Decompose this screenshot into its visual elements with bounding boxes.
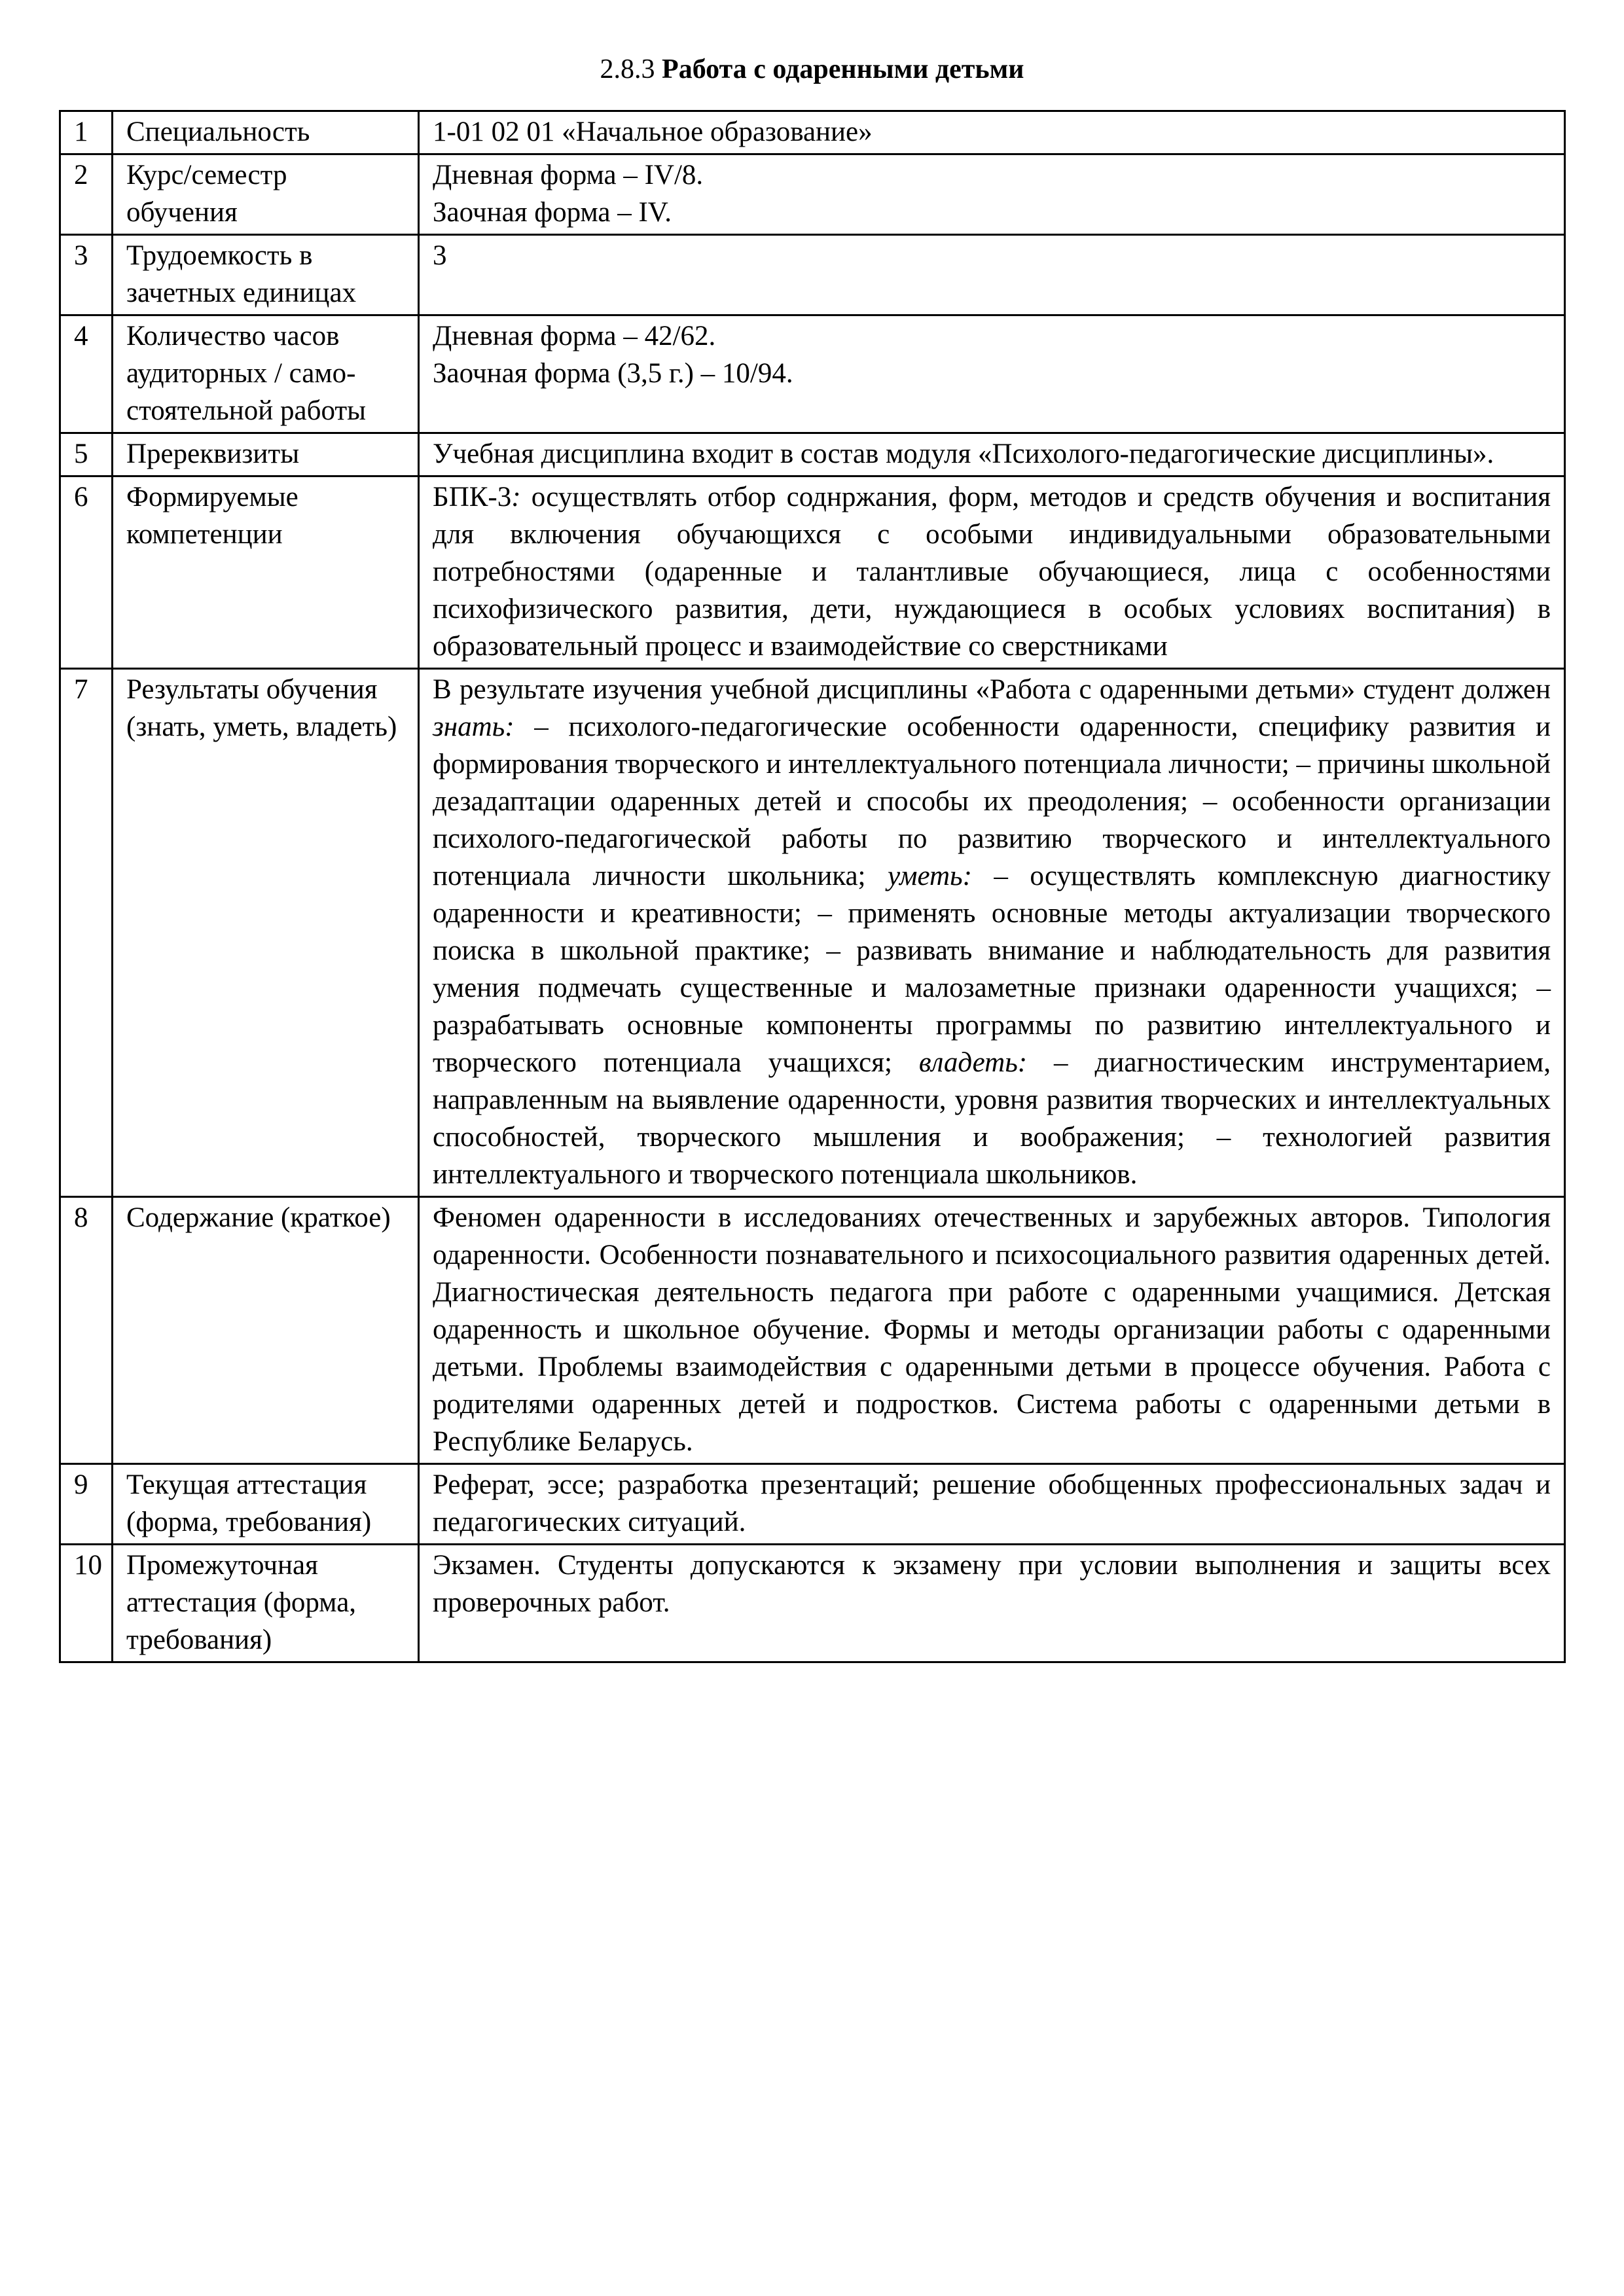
table-row: [60, 111, 1565, 154]
row-number: 2: [60, 154, 113, 235]
own-label: владеть:: [918, 1047, 1028, 1078]
content-line: Дневная форма – IV/8.: [433, 160, 704, 190]
row-number: 9: [60, 1464, 113, 1545]
row-content: Учебная дисциплина входит в состав модуля «Психолого-педагогические дисциплины».: [419, 433, 1565, 476]
table-row: [60, 433, 1565, 476]
table-row: [60, 1197, 1565, 1464]
section-title: Работа с одаренными детьми: [662, 54, 1024, 84]
row-number: 7: [60, 669, 113, 1197]
table-row: [60, 235, 1565, 315]
row-label: Промежуточная аттестация (форма, требования): [113, 1545, 419, 1662]
row-number: 8: [60, 1197, 113, 1464]
row-content: [419, 669, 1565, 1197]
section-number: 2.8.3: [600, 54, 655, 84]
row-number: 5: [60, 433, 113, 476]
row-content: [419, 476, 1565, 669]
row-number: 10: [60, 1545, 113, 1662]
results-intro: В результате изучения учебной дисциплины «Работа с одаренными детьми» студент должен: [433, 674, 1551, 705]
can-text: – осуществлять комплексную диагностику одаренности и креативности; – применять основные методы актуализации творческого поиска в школьной практике; – развивать внимание и наблюдательность для развития умения подмечать существенные и малозаметные признаки одаренности учащихся; – разрабатывать основные компоненты программы по развитию интеллектуального и творческого потенциала учащихся;: [433, 861, 1551, 1078]
own-text: – диагностическим инструментарием, направленным на выявление одаренности, уровня развития творческих и интеллектуальных способностей, творческого мышления и воображения; – технологией развития интеллектуального и творческого потенциала школьников.: [433, 1047, 1551, 1190]
competence-text: осуществлять отбор соднржания, форм, методов и средств обучения и воспитания для включения обучающихся с особыми индивидуальными образовательными потребностями (одаренные и талантливые обучающиеся, лица с особенностями психофизического развития, дети, нуждающиеся в особых условиях воспитания) в образовательный процесс и взаимодействие со сверстниками: [433, 482, 1551, 662]
row-label: Курс/семестр обучения: [113, 154, 419, 235]
row-content: [419, 154, 1565, 235]
row-label: Трудоемкость в зачетных единицах: [113, 235, 419, 315]
know-label: знать:: [433, 711, 514, 742]
row-label: Содержание (краткое): [113, 1197, 419, 1464]
table-row: [60, 1464, 1565, 1545]
row-content: Экзамен. Студенты допускаются к экзамену при условии выполнения и защиты всех проверочных работ.: [419, 1545, 1565, 1662]
row-content: Феномен одаренности в исследованиях отечественных и зарубежных авторов. Типология одаренности. Особенности познавательного и психосоциального развития одаренных детей. Диагностическая деятельность педагога при работе с одаренными учащимися. Детская одаренность и школьное обучение. Формы и методы организации работы с одаренными детьми. Проблемы взаимодействия с одаренными детьми в процессе обучения. Работа с родителями одаренных детей и подростков. Система работы с одаренными детьми в Республике Беларусь.: [419, 1197, 1565, 1464]
competence-colon: :: [511, 482, 521, 512]
table-row: [60, 476, 1565, 669]
syllabus-table: [59, 110, 1566, 1663]
row-number: 3: [60, 235, 113, 315]
table-row: [60, 315, 1565, 433]
content-line: Дневная форма – 42/62.: [433, 321, 716, 351]
row-content: 3: [419, 235, 1565, 315]
row-label: Результаты обучения (знать, уметь, владеть): [113, 669, 419, 1197]
competence-code: БПК-3: [433, 482, 512, 512]
row-content: Реферат, эссе; разработка презентаций; решение обобщенных профессиональных задач и педагогических ситуаций.: [419, 1464, 1565, 1545]
page-title: [0, 51, 1624, 88]
content-line: Заочная форма – IV.: [433, 197, 672, 228]
row-number: 6: [60, 476, 113, 669]
row-label: Специальность: [113, 111, 419, 154]
row-label: Количество часов аудиторных / само-стоятельной работы: [113, 315, 419, 433]
row-number: 1: [60, 111, 113, 154]
table-row: [60, 1545, 1565, 1662]
row-label: Пререквизиты: [113, 433, 419, 476]
table-row: [60, 669, 1565, 1197]
row-content: 1-01 02 01 «Начальное образование»: [419, 111, 1565, 154]
row-label: Формируемые компетенции: [113, 476, 419, 669]
can-label: уметь:: [888, 861, 972, 891]
content-line: Заочная форма (3,5 г.) – 10/94.: [433, 358, 793, 389]
know-text: – психолого-педагогические особенности одаренности, специфику развития и формирования творческого и интеллектуального потенциала личности; – причины школьной дезадаптации одаренных детей и способы их преодоления; – особенности организации психолого-педагогической работы по развитию творческого и интеллектуального потенциала личности школьника;: [433, 711, 1551, 891]
row-number: 4: [60, 315, 113, 433]
table-row: [60, 154, 1565, 235]
row-label: Текущая аттестация (форма, требования): [113, 1464, 419, 1545]
row-content: [419, 315, 1565, 433]
